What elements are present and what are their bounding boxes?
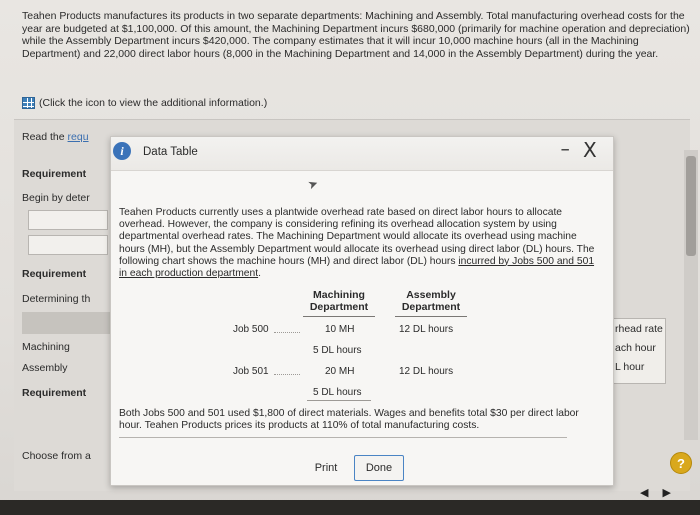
machining-header-rule	[303, 316, 375, 317]
dl-hour-label: L hour	[615, 361, 645, 373]
row-leader-dots	[274, 332, 300, 333]
row-leader-dots	[274, 374, 300, 375]
job-500-assembly-dl: 12 DL hours	[399, 324, 454, 335]
job-501-label: Job 501	[233, 366, 269, 377]
grid-table-icon[interactable]	[22, 97, 35, 109]
minimize-button[interactable]: –	[561, 141, 570, 158]
answer-input-1[interactable]	[28, 210, 108, 230]
additional-info-label: (Click the icon to view the additional information.)	[39, 97, 268, 109]
scrollbar-thumb[interactable]	[686, 156, 696, 256]
table-bottom-rule	[307, 400, 371, 401]
vertical-scrollbar[interactable]	[684, 150, 698, 440]
prev-arrow-icon[interactable]: ◀	[640, 487, 649, 499]
bottom-edge	[0, 500, 700, 515]
footer-divider	[119, 437, 567, 438]
data-table-dialog	[110, 136, 614, 486]
help-button[interactable]: ?	[670, 452, 692, 474]
begin-text: Begin by deter	[22, 192, 90, 204]
overhead-rate-label: rhead rate	[615, 323, 663, 335]
job-500-label: Job 500	[233, 324, 269, 335]
rate-labels-box	[608, 318, 666, 384]
job-501-assembly-dl: 12 DL hours	[399, 366, 454, 377]
requirement-heading-1: Requirement	[22, 168, 87, 180]
choose-text: Choose from a	[22, 450, 91, 462]
requirement-heading-2: Requirement	[22, 268, 87, 280]
table-header-bar	[22, 312, 110, 334]
close-button[interactable]: X	[583, 138, 597, 162]
assembly-dept-header: Assembly Department	[401, 289, 461, 313]
job-500-machining-dl: 5 DL hours	[313, 345, 362, 356]
machining-dept-header: Machining Department	[309, 289, 369, 313]
each-hour-label: ach hour	[615, 342, 656, 354]
requirements-link[interactable]: requ	[67, 131, 89, 143]
requirement-heading-3: Requirement	[22, 387, 87, 399]
read-requirements-text: Read the requ	[22, 131, 89, 143]
dialog-footer-text: Both Jobs 500 and 501 used $1,800 of direct materials. Wages and benefits total $30 per direct labor hour. Teahen Products prices its products at 110% of total manufacturing costs.	[119, 408, 579, 432]
job-501-machining-mh: 20 MH	[325, 366, 355, 377]
page-navigation	[640, 486, 671, 499]
answer-input-2[interactable]	[28, 235, 108, 255]
assembly-header-rule	[395, 316, 467, 317]
additional-info-line[interactable]	[22, 97, 267, 109]
dialog-title: Data Table	[143, 146, 198, 158]
print-button[interactable]: Print	[309, 455, 343, 481]
info-icon: i	[113, 142, 131, 160]
job-500-machining-mh: 10 MH	[325, 324, 355, 335]
dialog-header	[111, 137, 613, 171]
assembly-row-label: Assembly	[22, 362, 68, 374]
dialog-description: Teahen Products currently uses a plantwide overhead rate based on direct labor hours to allocate overhead. However, the company is considering refining its overhead allocation system by using departmental overhead rates. The Machining Department would allocate its overhead using machine hours (MH), but the Assembly Department would allocate its overhead using direct labor (DL) hours. The following chart shows the machine hours (MH) and direct labor (DL) hours incurred by Jobs 500 and 501 in each production department.	[119, 207, 595, 280]
determining-text: Determining th	[22, 293, 91, 305]
job-501-machining-dl: 5 DL hours	[313, 387, 362, 398]
done-button[interactable]: Done	[354, 455, 404, 481]
problem-statement: Teahen Products manufactures its products in two separate departments: Machining and Assembly. Total manufacturing overhead costs for the year are budgeted at $1,100,000. Of this amount, the Machining Department incurs $680,000 (primarily for machine operation and depreciation) while the Assembly Department incurs $420,000. The company estimates that it will incur 10,000 machine hours (all in the Machining Department) and 22,000 direct labor hours (8,000 in the Machining Department and 14,000 in the Assembly Department) during the year.	[22, 10, 690, 60]
next-arrow-icon[interactable]: ▶	[662, 487, 671, 499]
production-department-link: incurred by Jobs 500 and 501 in each production department	[119, 255, 595, 280]
machining-row-label: Machining	[22, 341, 70, 353]
mouse-cursor-icon: ➤	[305, 175, 321, 193]
